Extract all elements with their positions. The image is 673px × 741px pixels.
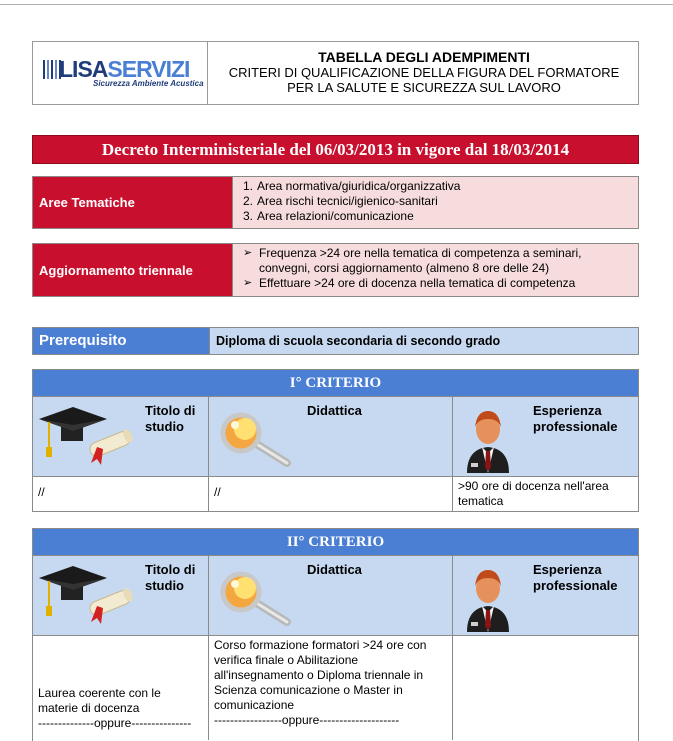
- aree-tematiche-label: Aree Tematiche: [33, 177, 233, 228]
- document-title: TABELLA DEGLI ADEMPIMENTI: [318, 49, 530, 65]
- didattica-value: Corso formazione formatori >24 ore con verifica finale o Abilitazione all'insegnamento o Diploma triennale in Scienza comunicazione o Master in comunicazione -----------------oppure--------------------: [209, 636, 453, 740]
- logo-tagline: Sicurezza Ambiente Acustica: [93, 79, 204, 88]
- titolo-studio-label: Titolo di studio: [145, 403, 196, 434]
- criterio-1-title: I° CRITERIO: [33, 370, 638, 397]
- decreto-banner: Decreto Interministeriale del 06/03/2013 in vigore dal 18/03/2014: [32, 135, 639, 164]
- aree-tematiche-value: [233, 177, 638, 228]
- graduation-cap-diploma-icon: [37, 403, 135, 473]
- esperienza-label: Esperienza professionale: [533, 403, 618, 434]
- list-item: 3. Area relazioni/comunicazione: [243, 209, 414, 223]
- titolo-studio-label: Titolo di studio: [145, 562, 196, 593]
- document-header: [32, 41, 639, 105]
- prerequisito-value: Diploma di scuola secondaria di secondo grado: [216, 334, 501, 348]
- esperienza-header: [453, 397, 638, 476]
- list-item: ➢ Effettuare >24 ore di docenza nella tematica di competenza: [243, 276, 634, 291]
- prerequisito-label: Prerequisito: [33, 328, 210, 354]
- document-subtitle-2: PER LA SALUTE E SICUREZZA SUL LAVORO: [287, 80, 561, 95]
- criterio-2-header-row: [33, 556, 638, 636]
- didattica-label: Didattica: [307, 562, 362, 577]
- criterio-2-table: [32, 528, 639, 741]
- criterio-1-value-row: [33, 477, 638, 511]
- list-item: 2. Area rischi tecnici/igienico-sanitari: [243, 194, 438, 208]
- oppure-separator: --------------oppure---------------: [38, 716, 192, 730]
- aree-tematiche-row: [32, 176, 639, 229]
- didattica-header: [209, 397, 453, 476]
- esperienza-label: Esperienza professionale: [533, 562, 618, 593]
- oppure-separator: -----------------oppure--------------------: [214, 713, 400, 727]
- criterio-2-value-row: [33, 636, 638, 740]
- titolo-studio-header: [33, 556, 209, 635]
- aggiornamento-row: [32, 243, 639, 297]
- header-titles: [209, 42, 639, 104]
- criterio-1-header-row: [33, 397, 638, 477]
- list-item: 1. Area normativa/giuridica/organizzativa: [243, 179, 461, 193]
- titolo-studio-value: //: [33, 477, 209, 511]
- list-item: ➢ Frequenza >24 ore nella tematica di competenza a seminari, convegni, corsi aggiornamento (almeno 8 ore delle 24): [243, 246, 634, 276]
- document-subtitle-1: CRITERI DI QUALIFICAZIONE DELLA FIGURA DEL FORMATORE: [228, 65, 620, 80]
- page-top-rule: [0, 4, 673, 5]
- magnifying-glass-icon: [217, 568, 297, 630]
- magnifying-glass-icon: [217, 409, 297, 471]
- didattica-header: [209, 556, 453, 635]
- titolo-studio-value: Laurea coerente con le materie di docenza --------------oppure---------------: [33, 636, 209, 740]
- titolo-studio-header: [33, 397, 209, 476]
- aggiornamento-value: [233, 244, 638, 296]
- company-logo: [33, 42, 208, 104]
- businessman-icon: [463, 560, 513, 632]
- aggiornamento-label: Aggiornamento triennale: [33, 244, 233, 296]
- didattica-label: Didattica: [307, 403, 362, 418]
- criterio-2-title: II° CRITERIO: [33, 529, 638, 556]
- esperienza-value: >90 ore di docenza nell'area tematica: [458, 479, 609, 508]
- logo-wordmark: LISASERVIZI: [59, 56, 190, 82]
- graduation-cap-diploma-icon: [37, 562, 135, 632]
- businessman-icon: [463, 401, 513, 473]
- didattica-value: //: [209, 477, 453, 511]
- prerequisito-row: [32, 327, 639, 355]
- esperienza-header: [453, 556, 638, 635]
- esperienza-value: [453, 636, 638, 740]
- criterio-1-table: [32, 369, 639, 512]
